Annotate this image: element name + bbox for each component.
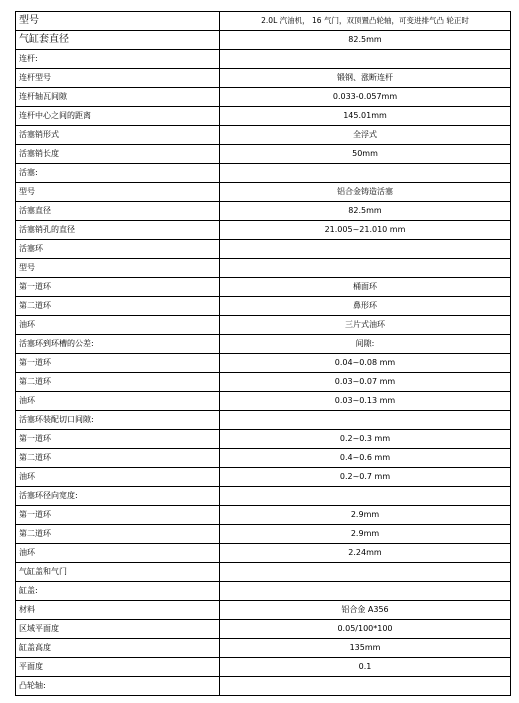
spec-label: 第二道环: [16, 449, 220, 468]
table-row: [16, 50, 511, 69]
spec-label: 油环: [16, 544, 220, 563]
table-row: [16, 69, 511, 88]
spec-value: 全浮式: [220, 126, 511, 145]
spec-value: [220, 563, 511, 582]
table-row: [16, 601, 511, 620]
table-row: [16, 278, 511, 297]
spec-label: 活塞销孔的直径: [16, 221, 220, 240]
spec-label: 活塞销形式: [16, 126, 220, 145]
table-row: [16, 563, 511, 582]
table-row: [16, 449, 511, 468]
spec-label: 活塞环装配切口间隙:: [16, 411, 220, 430]
spec-label: 第一道环: [16, 278, 220, 297]
table-row: [16, 164, 511, 183]
table-row: [16, 639, 511, 658]
spec-value: 0.1: [220, 658, 511, 677]
spec-label: 第一道环: [16, 506, 220, 525]
spec-label: 凸轮轴:: [16, 677, 220, 696]
table-row: [16, 88, 511, 107]
table-row: [16, 411, 511, 430]
table-row: [16, 297, 511, 316]
spec-value: [220, 240, 511, 259]
table-row: [16, 183, 511, 202]
spec-label: 连杆型号: [16, 69, 220, 88]
spec-value: 0.4~0.6 mm: [220, 449, 511, 468]
table-row: [16, 658, 511, 677]
table-row: [16, 221, 511, 240]
table-row: [16, 677, 511, 696]
spec-value: 0.2~0.3 mm: [220, 430, 511, 449]
spec-value: 2.24mm: [220, 544, 511, 563]
table-row: [16, 335, 511, 354]
table-row: [16, 126, 511, 145]
spec-value: 鼻形环: [220, 297, 511, 316]
spec-value: 0.03~0.07 mm: [220, 373, 511, 392]
spec-value: 50mm: [220, 145, 511, 164]
table-row: [16, 430, 511, 449]
spec-label: 连杆:: [16, 50, 220, 69]
spec-value: [220, 677, 511, 696]
table-row: [16, 31, 511, 50]
spec-value: 2.9mm: [220, 525, 511, 544]
spec-table: [15, 11, 511, 696]
spec-value: 0.033-0.057mm: [220, 88, 511, 107]
spec-value: 三片式油环: [220, 316, 511, 335]
spec-label: 区域平面度: [16, 620, 220, 639]
spec-label: 油环: [16, 392, 220, 411]
spec-label: 活塞环到环槽的公差:: [16, 335, 220, 354]
spec-value: 铝合金铸造活塞: [220, 183, 511, 202]
table-row: [16, 487, 511, 506]
spec-label: 平面度: [16, 658, 220, 677]
spec-label: 第二道环: [16, 373, 220, 392]
spec-label: 型号: [16, 183, 220, 202]
table-row: [16, 145, 511, 164]
spec-label: 气缸套直径: [16, 31, 220, 50]
spec-label: 活塞环径向宽度:: [16, 487, 220, 506]
table-row: [16, 373, 511, 392]
spec-value: 2.0L 汽油机， 16 气门，双顶置凸轮轴，可变进排气凸 轮正时: [220, 12, 511, 31]
spec-label: 缸盖:: [16, 582, 220, 601]
table-row: [16, 582, 511, 601]
table-row: [16, 107, 511, 126]
table-row: [16, 12, 511, 31]
spec-value: 82.5mm: [220, 31, 511, 50]
table-row: [16, 544, 511, 563]
spec-value: [220, 259, 511, 278]
table-row: [16, 525, 511, 544]
spec-value: 0.04~0.08 mm: [220, 354, 511, 373]
spec-label: 材料: [16, 601, 220, 620]
spec-label: 型号: [16, 12, 220, 31]
spec-value: 桶面环: [220, 278, 511, 297]
table-row: [16, 468, 511, 487]
spec-label: 活塞直径: [16, 202, 220, 221]
table-row: [16, 354, 511, 373]
spec-label: 油环: [16, 468, 220, 487]
spec-value: [220, 411, 511, 430]
spec-label: 第二道环: [16, 525, 220, 544]
table-row: [16, 259, 511, 278]
spec-table-body: [16, 12, 511, 696]
spec-label: 连杆中心之间的距离: [16, 107, 220, 126]
spec-value: [220, 487, 511, 506]
spec-value: 0.05/100*100: [220, 620, 511, 639]
table-row: [16, 620, 511, 639]
spec-value: 铝合金 A356: [220, 601, 511, 620]
table-row: [16, 316, 511, 335]
spec-label: 第二道环: [16, 297, 220, 316]
spec-label: 型号: [16, 259, 220, 278]
spec-value: 21.005~21.010 mm: [220, 221, 511, 240]
spec-label: 油环: [16, 316, 220, 335]
spec-value: 间隙:: [220, 335, 511, 354]
spec-value: 2.9mm: [220, 506, 511, 525]
table-row: [16, 506, 511, 525]
spec-value: [220, 50, 511, 69]
spec-label: 活塞销长度: [16, 145, 220, 164]
spec-value: [220, 164, 511, 183]
spec-label: 缸盖高度: [16, 639, 220, 658]
spec-label: 气缸盖和气门: [16, 563, 220, 582]
spec-value: 0.2~0.7 mm: [220, 468, 511, 487]
spec-value: 145.01mm: [220, 107, 511, 126]
spec-label: 第一道环: [16, 354, 220, 373]
spec-label: 连杆轴瓦间隙: [16, 88, 220, 107]
spec-value: [220, 582, 511, 601]
spec-value: 锻钢、涨断连杆: [220, 69, 511, 88]
table-row: [16, 240, 511, 259]
spec-value: 135mm: [220, 639, 511, 658]
table-row: [16, 202, 511, 221]
spec-label: 活塞:: [16, 164, 220, 183]
spec-label: 活塞环: [16, 240, 220, 259]
spec-label: 第一道环: [16, 430, 220, 449]
spec-value: 0.03~0.13 mm: [220, 392, 511, 411]
table-row: [16, 392, 511, 411]
spec-value: 82.5mm: [220, 202, 511, 221]
